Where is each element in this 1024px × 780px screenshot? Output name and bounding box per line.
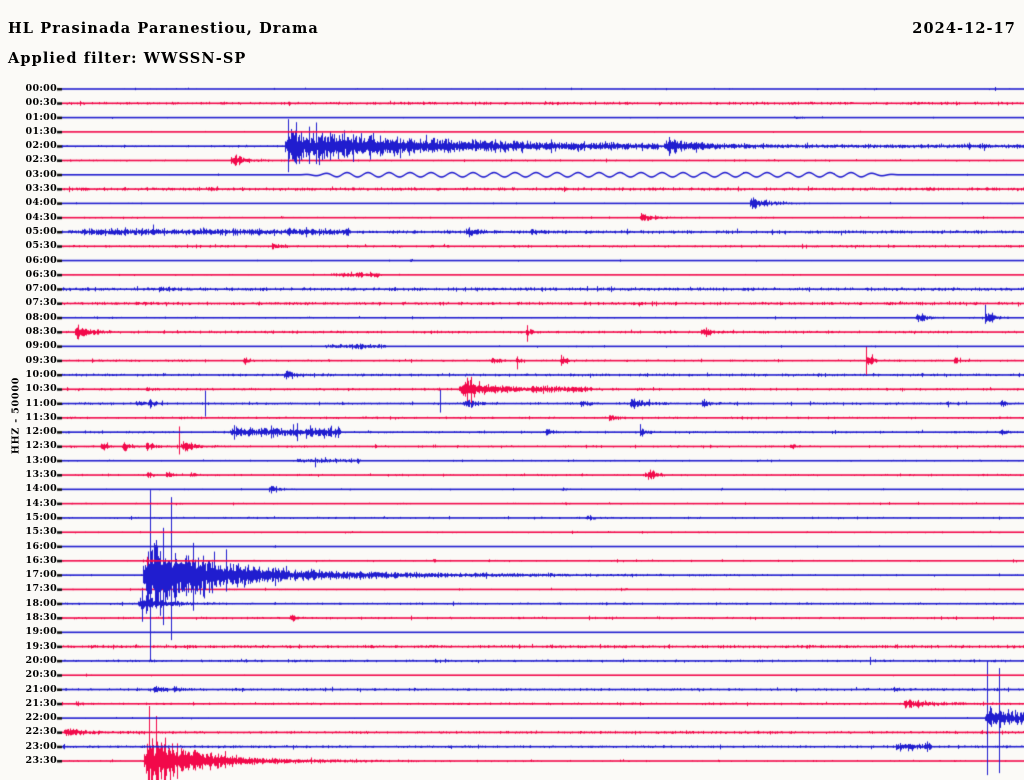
time-label: 08:30 bbox=[25, 326, 57, 338]
time-label: 06:00 bbox=[25, 254, 57, 266]
time-label: 09:30 bbox=[25, 354, 57, 366]
time-label: 16:00 bbox=[25, 540, 57, 552]
time-label: 10:00 bbox=[25, 368, 57, 380]
station-title: HL Prasinada Paranestiou, Drama bbox=[8, 20, 319, 37]
time-label: 01:00 bbox=[25, 111, 57, 123]
time-label: 06:30 bbox=[25, 268, 57, 280]
time-label: 16:30 bbox=[25, 554, 57, 566]
time-label: 14:30 bbox=[25, 497, 57, 509]
time-label: 00:30 bbox=[25, 97, 57, 109]
time-label: 02:30 bbox=[25, 154, 57, 166]
time-label: 23:00 bbox=[25, 740, 57, 752]
time-label: 15:30 bbox=[25, 526, 57, 538]
date-label: 2024-12-17 bbox=[912, 20, 1016, 37]
time-label: 20:00 bbox=[25, 654, 57, 666]
time-label: 14:00 bbox=[25, 483, 57, 495]
time-label: 07:30 bbox=[25, 297, 57, 309]
time-label: 15:00 bbox=[25, 511, 57, 523]
time-label: 19:00 bbox=[25, 626, 57, 638]
time-label: 19:30 bbox=[25, 640, 57, 652]
time-label: 20:30 bbox=[25, 669, 57, 681]
time-label: 17:30 bbox=[25, 583, 57, 595]
time-label: 04:00 bbox=[25, 197, 57, 209]
time-label: 04:30 bbox=[25, 211, 57, 223]
time-label: 09:00 bbox=[25, 340, 57, 352]
time-label: 05:00 bbox=[25, 225, 57, 237]
y-axis-label: HHZ - 50000 bbox=[10, 376, 22, 455]
time-label: 13:30 bbox=[25, 469, 57, 481]
time-label: 18:00 bbox=[25, 597, 57, 609]
time-label: 01:30 bbox=[25, 125, 57, 137]
time-label: 02:00 bbox=[25, 140, 57, 152]
time-label: 12:30 bbox=[25, 440, 57, 452]
time-label: 21:30 bbox=[25, 697, 57, 709]
time-label: 07:00 bbox=[25, 283, 57, 295]
time-label: 18:30 bbox=[25, 612, 57, 624]
filter-label: Applied filter: WWSSN-SP bbox=[8, 50, 247, 67]
time-label: 03:30 bbox=[25, 183, 57, 195]
time-label: 08:00 bbox=[25, 311, 57, 323]
time-label: 23:30 bbox=[25, 755, 57, 766]
time-label: 00:00 bbox=[25, 83, 57, 94]
time-label: 10:30 bbox=[25, 383, 57, 395]
time-label: 21:00 bbox=[25, 683, 57, 695]
time-label: 11:00 bbox=[25, 397, 57, 409]
time-label: 22:30 bbox=[25, 726, 57, 738]
time-label: 05:30 bbox=[25, 240, 57, 252]
time-label: 03:00 bbox=[25, 168, 57, 180]
time-label: 11:30 bbox=[25, 411, 57, 423]
time-label: 17:00 bbox=[25, 569, 57, 581]
time-label: 13:00 bbox=[25, 454, 57, 466]
time-label: 22:00 bbox=[25, 712, 57, 724]
time-label: 12:00 bbox=[25, 426, 57, 438]
